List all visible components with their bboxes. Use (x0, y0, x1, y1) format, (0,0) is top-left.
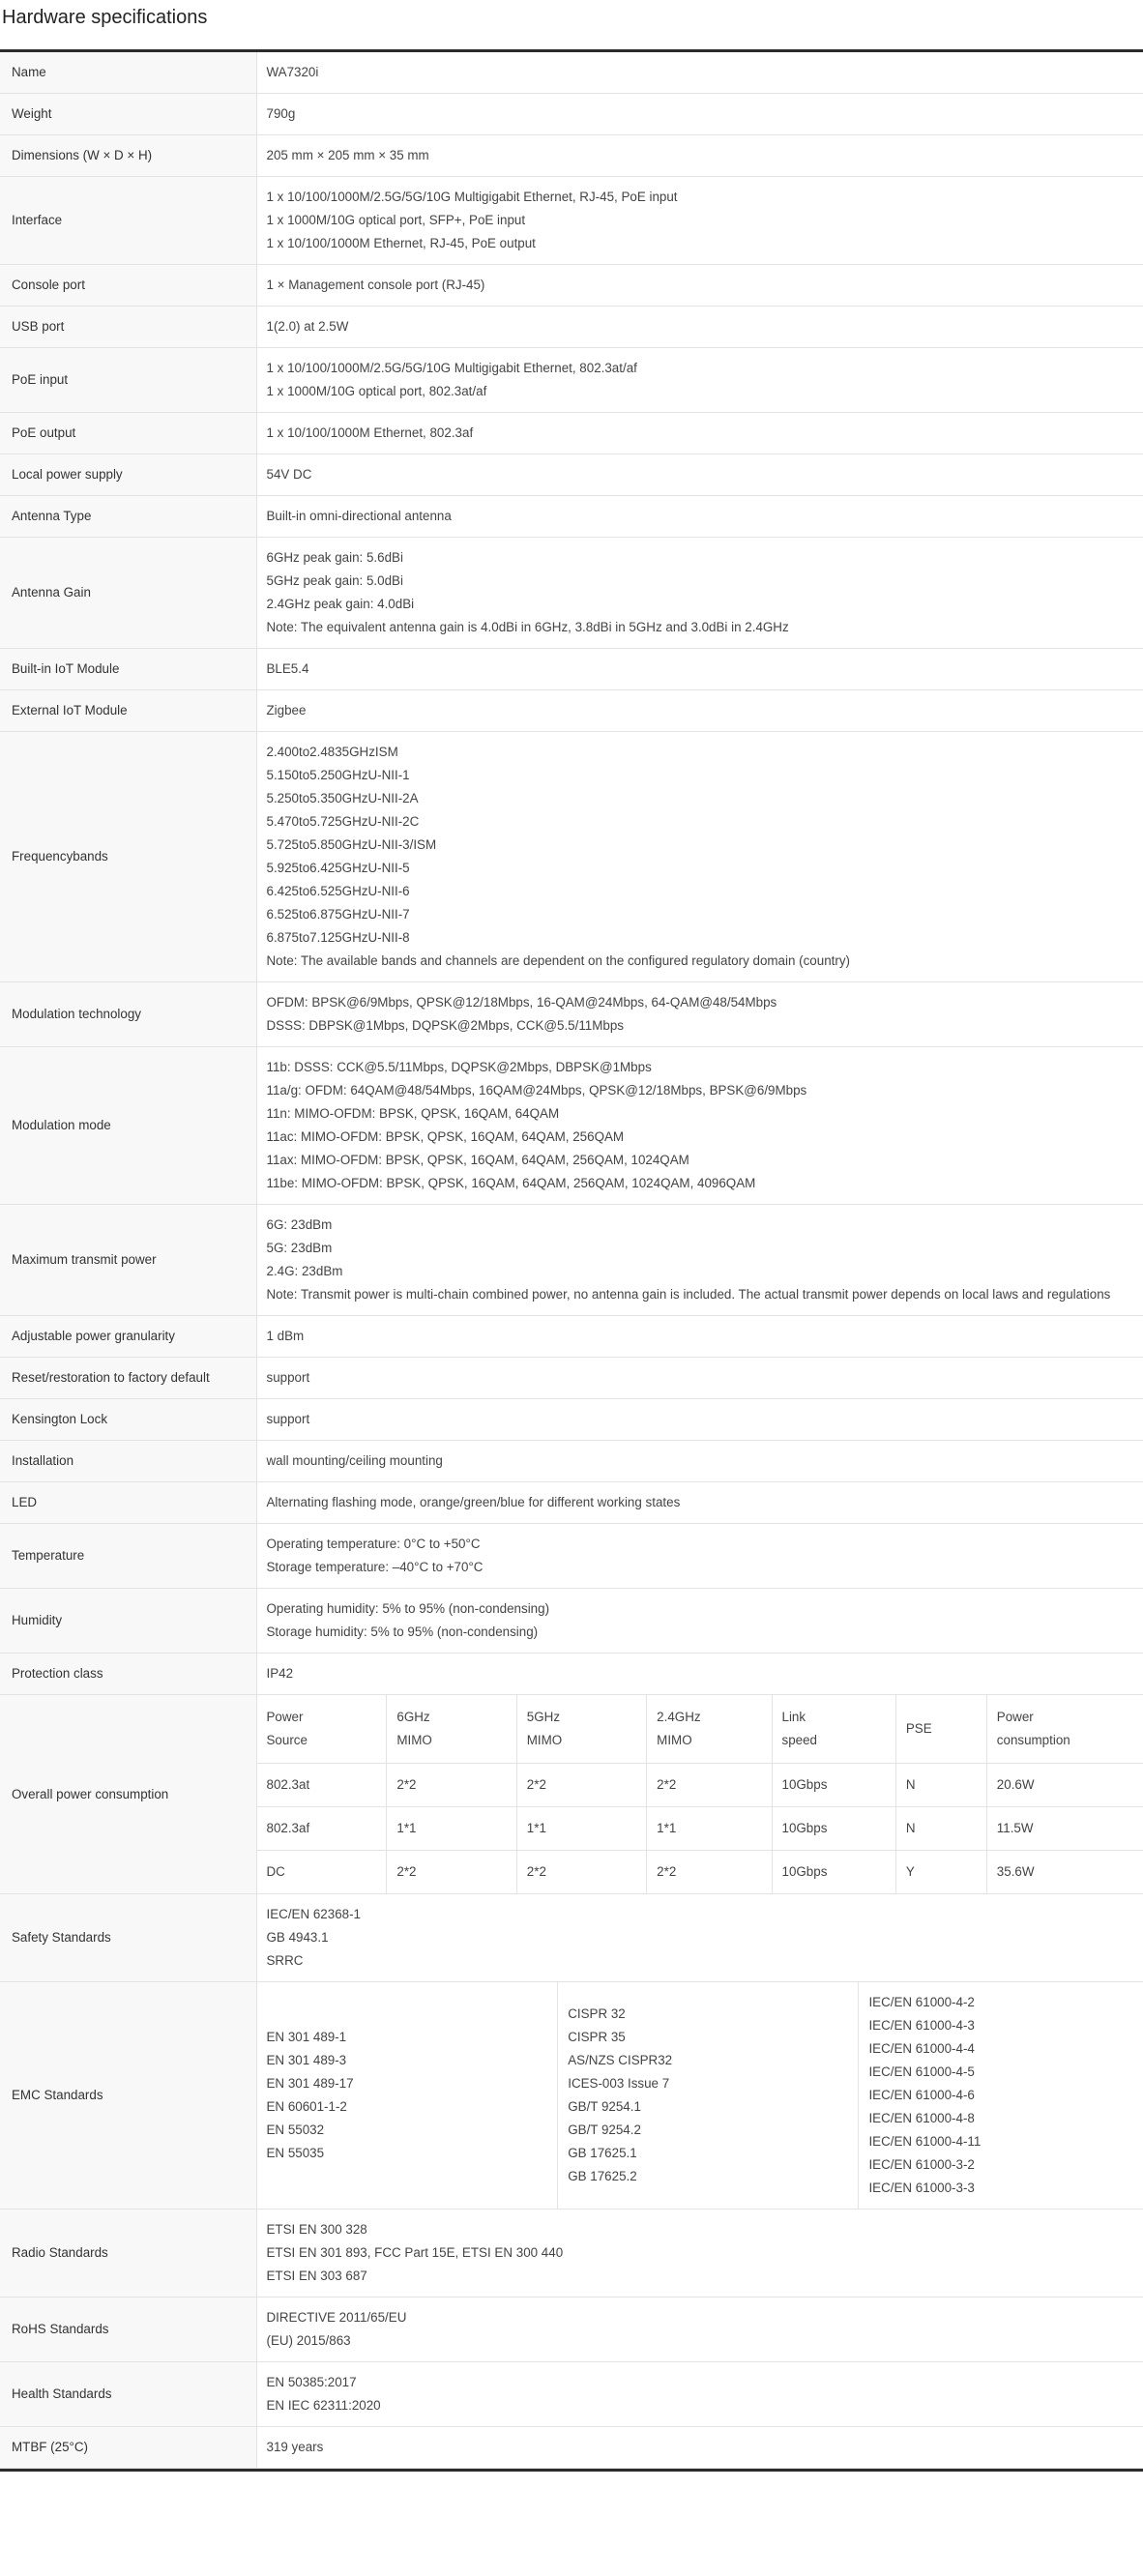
emc-standard-item: EN 55035 (266, 2146, 325, 2160)
spec-label: Health Standards (0, 2362, 256, 2427)
spec-row-rohs-standards (0, 2298, 1143, 2362)
power-data-cell: 1*1 (387, 1806, 516, 1850)
spec-row-health-standards (0, 2362, 1143, 2427)
spec-value-line: 6GHz peak gain: 5.6dBi (266, 550, 403, 565)
spec-label: Humidity (0, 1589, 256, 1654)
spec-value-line: 1 × Management console port (RJ-45) (266, 278, 485, 292)
spec-row-overall-power-consumption (0, 1695, 1143, 1894)
power-data-cell: 2*2 (387, 1763, 516, 1806)
spec-value-line: 11ax: MIMO-OFDM: BPSK, QPSK, 16QAM, 64QAM, 256QAM, 1024QAM (266, 1153, 689, 1167)
power-header-text: Source (266, 1732, 308, 1747)
spec-value-line: Alternating flashing mode, orange/green/blue for different working states (266, 1495, 681, 1509)
power-table-cell (256, 1695, 1143, 1894)
spec-value (256, 538, 1143, 649)
power-header-cell (895, 1695, 986, 1763)
emc-standard-item: GB 17625.1 (568, 2146, 637, 2160)
emc-row (257, 1982, 1143, 2209)
spec-label: Console port (0, 265, 256, 307)
power-header-text: Power (996, 1709, 1034, 1724)
spec-row-modulation-mode (0, 1047, 1143, 1205)
power-data-cell: N (895, 1806, 986, 1850)
spec-value-line: Zigbee (266, 703, 307, 717)
spec-value-line: 5G: 23dBm (266, 1241, 333, 1255)
power-header-cell (387, 1695, 516, 1763)
spec-value-line: 5.725to5.850GHzU-NII-3/ISM (266, 837, 437, 852)
emc-standard-item: EN 60601-1-2 (266, 2099, 347, 2114)
spec-value (256, 1441, 1143, 1482)
spec-label: Interface (0, 177, 256, 265)
spec-row-kensington-lock (0, 1399, 1143, 1441)
spec-value-line: 1 x 10/100/1000M Ethernet, 802.3af (266, 425, 474, 440)
power-data-cell: 802.3af (257, 1806, 387, 1850)
spec-value-line: EN 50385:2017 (266, 2375, 357, 2389)
spec-value (256, 1524, 1143, 1589)
spec-value (256, 496, 1143, 538)
power-data-cell: 20.6W (986, 1763, 1143, 1806)
page-title: Hardware specifications (0, 0, 1143, 52)
power-data-cell: 10Gbps (772, 1763, 895, 1806)
spec-value-line: 6G: 23dBm (266, 1217, 333, 1232)
spec-label: Antenna Type (0, 496, 256, 538)
emc-standard-item: IEC/EN 61000-4-8 (868, 2111, 975, 2125)
spec-value-line: EN IEC 62311:2020 (266, 2398, 381, 2413)
power-data-cell: 1*1 (516, 1806, 646, 1850)
spec-label: Adjustable power granularity (0, 1316, 256, 1358)
spec-value (256, 94, 1143, 135)
spec-value (256, 690, 1143, 732)
spec-value-line: 5.150to5.250GHzU-NII-1 (266, 768, 410, 782)
power-data-cell: 35.6W (996, 1863, 1035, 1879)
power-header-text: consumption (996, 1732, 1070, 1747)
spec-row-maximum-transmit-power (0, 1205, 1143, 1316)
power-data-cell: 2*2 (516, 1850, 646, 1893)
spec-value (256, 1654, 1143, 1695)
power-header-text: 5GHz (526, 1709, 561, 1724)
spec-label: PoE input (0, 348, 256, 413)
spec-value-line: Operating humidity: 5% to 95% (non-condensing) (266, 1601, 550, 1616)
power-header-cell (647, 1695, 772, 1763)
spec-label: USB port (0, 307, 256, 348)
spec-value-line: 5.250to5.350GHzU-NII-2A (266, 791, 419, 805)
emc-standard-item: IEC/EN 61000-4-2 (868, 1995, 975, 2009)
spec-row-frequencybands (0, 732, 1143, 982)
spec-value-line: 2.4GHz peak gain: 4.0dBi (266, 597, 415, 611)
power-header-text: MIMO (526, 1732, 563, 1747)
spec-label: Modulation technology (0, 982, 256, 1047)
spec-label: External IoT Module (0, 690, 256, 732)
spec-row-safety-standards (0, 1894, 1143, 1982)
spec-value (256, 1047, 1143, 1205)
spec-value (256, 2298, 1143, 2362)
spec-value-line: 11be: MIMO-OFDM: BPSK, QPSK, 16QAM, 64QAM, 256QAM, 1024QAM, 4096QAM (266, 1176, 756, 1190)
emc-column (257, 1982, 558, 2209)
emc-table-cell (256, 1982, 1143, 2210)
power-data-cell: N (895, 1763, 986, 1806)
power-header-text: 6GHz (396, 1709, 430, 1724)
power-header-text: Power (266, 1709, 304, 1724)
emc-standard-item: IEC/EN 61000-4-3 (868, 2018, 975, 2033)
spec-value (256, 1589, 1143, 1654)
spec-value-line: 790g (266, 106, 296, 121)
spec-value-line: Storage humidity: 5% to 95% (non-condensing) (266, 1625, 539, 1639)
spec-value-line: DSSS: DBPSK@1Mbps, DQPSK@2Mbps, CCK@5.5/11Mbps (266, 1018, 624, 1033)
spec-value (256, 177, 1143, 265)
spec-value-line: 2.400to2.4835GHzISM (266, 745, 398, 759)
spec-label: Local power supply (0, 454, 256, 496)
spec-value (256, 1205, 1143, 1316)
spec-value-line: 6.425to6.525GHzU-NII-6 (266, 884, 410, 898)
power-header-text: speed (781, 1732, 817, 1747)
spec-label: Reset/restoration to factory default (0, 1358, 256, 1399)
power-data-cell: DC (257, 1850, 387, 1893)
power-data-cell: 2*2 (387, 1850, 516, 1893)
spec-value-line: 6.875to7.125GHzU-NII-8 (266, 930, 410, 945)
spec-value-line: 1 x 10/100/1000M/2.5G/5G/10G Multigigabit Ethernet, 802.3at/af (266, 361, 637, 375)
spec-row-weight (0, 94, 1143, 135)
spec-value-line: DIRECTIVE 2011/65/EU (266, 2310, 407, 2325)
spec-value-line: ETSI EN 301 893, FCC Part 15E, ETSI EN 300 440 (266, 2245, 564, 2260)
power-data-row (257, 1763, 1143, 1806)
emc-standard-item: IEC/EN 61000-4-4 (868, 2041, 975, 2056)
spec-value-line: 5.925to6.425GHzU-NII-5 (266, 861, 410, 875)
spec-value (256, 1399, 1143, 1441)
spec-value-note: Note: Transmit power is multi-chain combined power, no antenna gain is included. The actual transmit power depends on local laws and regulations (266, 1287, 1111, 1302)
spec-value-line: Storage temperature: –40°C to +70°C (266, 1560, 484, 1574)
spec-row-adjustable-power-granularity (0, 1316, 1143, 1358)
power-data-row (257, 1806, 1143, 1850)
spec-label: Installation (0, 1441, 256, 1482)
spec-label: Maximum transmit power (0, 1205, 256, 1316)
spec-label: Safety Standards (0, 1894, 256, 1982)
spec-value (256, 649, 1143, 690)
emc-standard-item: AS/NZS CISPR32 (568, 2053, 673, 2067)
emc-standard-item: IEC/EN 61000-4-11 (868, 2134, 982, 2149)
emc-standard-item: EN 55032 (266, 2122, 325, 2137)
spec-value-line: Note: The available bands and channels are dependent on the configured regulatory domain (country) (266, 953, 850, 968)
spec-row-modulation-technology (0, 982, 1143, 1047)
spec-value-line: IP42 (266, 1666, 294, 1681)
emc-standard-item: IEC/EN 61000-3-2 (868, 2157, 975, 2172)
spec-row-antenna-gain (0, 538, 1143, 649)
spec-value-line: 11b: DSSS: CCK@5.5/11Mbps, DQPSK@2Mbps, DBPSK@1Mbps (266, 1060, 652, 1074)
emc-standard-item: EN 301 489-1 (266, 2030, 347, 2044)
power-data-cell: 10Gbps (772, 1806, 895, 1850)
spec-value-line: 6.525to6.875GHzU-NII-7 (266, 907, 410, 922)
spec-value-line: ETSI EN 303 687 (266, 2269, 367, 2283)
power-header-row (257, 1695, 1143, 1763)
power-data-cell: 802.3at (257, 1763, 387, 1806)
spec-row-interface (0, 177, 1143, 265)
emc-standard-item: GB/T 9254.2 (568, 2122, 641, 2137)
spec-label: MTBF (25°C) (0, 2427, 256, 2469)
spec-row-protection-class (0, 1654, 1143, 1695)
spec-value-line: 1 dBm (266, 1329, 305, 1343)
spec-row-radio-standards (0, 2210, 1143, 2298)
power-header-cell (772, 1695, 895, 1763)
spec-row-mtbf-25-c (0, 2427, 1143, 2469)
power-data-cell: 2*2 (647, 1850, 772, 1893)
spec-value (256, 732, 1143, 982)
spec-row-dimensions-w-d-h (0, 135, 1143, 177)
spec-value (256, 1894, 1143, 1982)
spec-label: Built-in IoT Module (0, 649, 256, 690)
spec-value (256, 2362, 1143, 2427)
power-header-text: MIMO (396, 1732, 432, 1747)
spec-value-line: IEC/EN 62368-1 (266, 1907, 362, 1921)
spec-value (256, 265, 1143, 307)
spec-value-line: ETSI EN 300 328 (266, 2222, 367, 2237)
spec-row-installation (0, 1441, 1143, 1482)
spec-value (256, 307, 1143, 348)
spec-value (256, 135, 1143, 177)
spec-label: Kensington Lock (0, 1399, 256, 1441)
spec-row-antenna-type (0, 496, 1143, 538)
spec-value-line: Note: The equivalent antenna gain is 4.0dBi in 6GHz, 3.8dBi in 5GHz and 3.0dBi in 2.4GHz (266, 620, 789, 634)
power-header-text: 2.4GHz (657, 1709, 701, 1724)
spec-value-line: 11a/g: OFDM: 64QAM@48/54Mbps, 16QAM@24Mbps, QPSK@12/18Mbps, BPSK@6/9Mbps (266, 1083, 807, 1098)
spec-label: Radio Standards (0, 2210, 256, 2298)
emc-standard-item: GB/T 9254.1 (568, 2099, 641, 2114)
emc-standard-item: GB 17625.2 (568, 2169, 637, 2183)
spec-value-line: OFDM: BPSK@6/9Mbps, QPSK@12/18Mbps, 16-QAM@24Mbps, 64-QAM@48/54Mbps (266, 995, 777, 1010)
spec-row-humidity (0, 1589, 1143, 1654)
spec-value-line: GB 4943.1 (266, 1930, 329, 1945)
spec-value-line: 1 x 1000M/10G optical port, 802.3at/af (266, 384, 487, 398)
spec-row-built-in-iot-module (0, 649, 1143, 690)
spec-value-line: support (266, 1370, 310, 1385)
emc-standard-item: IEC/EN 61000-4-5 (868, 2064, 975, 2079)
spec-table (0, 52, 1143, 2469)
spec-value (256, 1316, 1143, 1358)
power-header-cell (257, 1695, 387, 1763)
emc-column (859, 1982, 1143, 2209)
bottom-divider (0, 2469, 1143, 2472)
spec-value-line: 319 years (266, 2440, 324, 2454)
spec-row-external-iot-module (0, 690, 1143, 732)
spec-label: PoE output (0, 413, 256, 454)
spec-value-line: 205 mm × 205 mm × 35 mm (266, 148, 429, 162)
spec-value-line: wall mounting/ceiling mounting (266, 1453, 443, 1468)
spec-value-line: 11ac: MIMO-OFDM: BPSK, QPSK, 16QAM, 64QAM, 256QAM (266, 1129, 625, 1144)
spec-value (256, 2210, 1143, 2298)
spec-row-console-port (0, 265, 1143, 307)
power-consumption-table (257, 1695, 1143, 1893)
spec-label: LED (0, 1482, 256, 1524)
power-header-cell (516, 1695, 646, 1763)
spec-value-line: 5.470to5.725GHzU-NII-2C (266, 814, 420, 829)
power-header-cell (986, 1695, 1143, 1763)
spec-value-line: 1 x 10/100/1000M/2.5G/5G/10G Multigigabit Ethernet, RJ-45, PoE input (266, 190, 678, 204)
spec-value-line: (EU) 2015/863 (266, 2333, 351, 2348)
spec-value-line: 1 x 10/100/1000M Ethernet, RJ-45, PoE output (266, 236, 536, 250)
spec-label: Protection class (0, 1654, 256, 1695)
spec-value-line: BLE5.4 (266, 661, 309, 676)
spec-value (256, 348, 1143, 413)
power-data-cell: 1*1 (647, 1806, 772, 1850)
emc-standard-item: CISPR 32 (568, 2006, 626, 2021)
spec-label: Frequencybands (0, 732, 256, 982)
power-data-cell: 10Gbps (772, 1850, 895, 1893)
spec-label: Name (0, 52, 256, 94)
emc-standard-item: ICES-003 Issue 7 (568, 2076, 670, 2091)
spec-label: RoHS Standards (0, 2298, 256, 2362)
spec-value-line: 1 x 1000M/10G optical port, SFP+, PoE input (266, 213, 526, 227)
spec-row-local-power-supply (0, 454, 1143, 496)
emc-standard-item: EN 301 489-17 (266, 2076, 354, 2091)
spec-value-line: 11n: MIMO-OFDM: BPSK, QPSK, 16QAM, 64QAM (266, 1106, 560, 1121)
spec-row-name (0, 52, 1143, 94)
spec-label: Dimensions (W × D × H) (0, 135, 256, 177)
emc-standard-item: EN 301 489-3 (266, 2053, 347, 2067)
power-data-cell: 2*2 (647, 1763, 772, 1806)
spec-row-usb-port (0, 307, 1143, 348)
spec-row-led (0, 1482, 1143, 1524)
power-header-text: PSE (905, 1720, 932, 1736)
emc-standards-table (257, 1982, 1143, 2209)
spec-value-line: 1(2.0) at 2.5W (266, 319, 349, 334)
spec-value (256, 982, 1143, 1047)
spec-row-poe-input (0, 348, 1143, 413)
spec-value-line: 5GHz peak gain: 5.0dBi (266, 573, 403, 588)
spec-value-line: Operating temperature: 0°C to +50°C (266, 1537, 481, 1551)
power-header-text: MIMO (657, 1732, 692, 1747)
spec-value (256, 413, 1143, 454)
spec-row-reset-restoration-to-factory-default (0, 1358, 1143, 1399)
spec-row-temperature (0, 1524, 1143, 1589)
spec-value-line: support (266, 1412, 310, 1426)
spec-value-line: WA7320i (266, 65, 319, 79)
power-data-cell: Y (895, 1850, 986, 1893)
spec-value-line: 54V DC (266, 467, 312, 482)
power-header-text: Link (781, 1709, 806, 1724)
emc-column (558, 1982, 859, 2209)
spec-label: Temperature (0, 1524, 256, 1589)
spec-value-line: 2.4G: 23dBm (266, 1264, 343, 1278)
spec-value-line: Built-in omni-directional antenna (266, 509, 452, 523)
spec-value (256, 454, 1143, 496)
spec-value (256, 1358, 1143, 1399)
spec-label: Antenna Gain (0, 538, 256, 649)
emc-standard-item: IEC/EN 61000-4-6 (868, 2088, 975, 2102)
power-data-cell: 11.5W (986, 1806, 1143, 1850)
emc-standard-item: CISPR 35 (568, 2030, 626, 2044)
spec-value (256, 52, 1143, 94)
spec-label: Modulation mode (0, 1047, 256, 1205)
spec-value (256, 1482, 1143, 1524)
spec-label: EMC Standards (0, 1982, 256, 2210)
power-data-row (257, 1850, 1143, 1893)
power-data-cell: 2*2 (516, 1763, 646, 1806)
spec-value-line: SRRC (266, 1953, 304, 1968)
spec-row-emc-standards (0, 1982, 1143, 2210)
spec-value (256, 2427, 1143, 2469)
spec-label: Overall power consumption (0, 1695, 256, 1894)
spec-label: Weight (0, 94, 256, 135)
emc-standard-item: IEC/EN 61000-3-3 (868, 2181, 975, 2195)
spec-row-poe-output (0, 413, 1143, 454)
